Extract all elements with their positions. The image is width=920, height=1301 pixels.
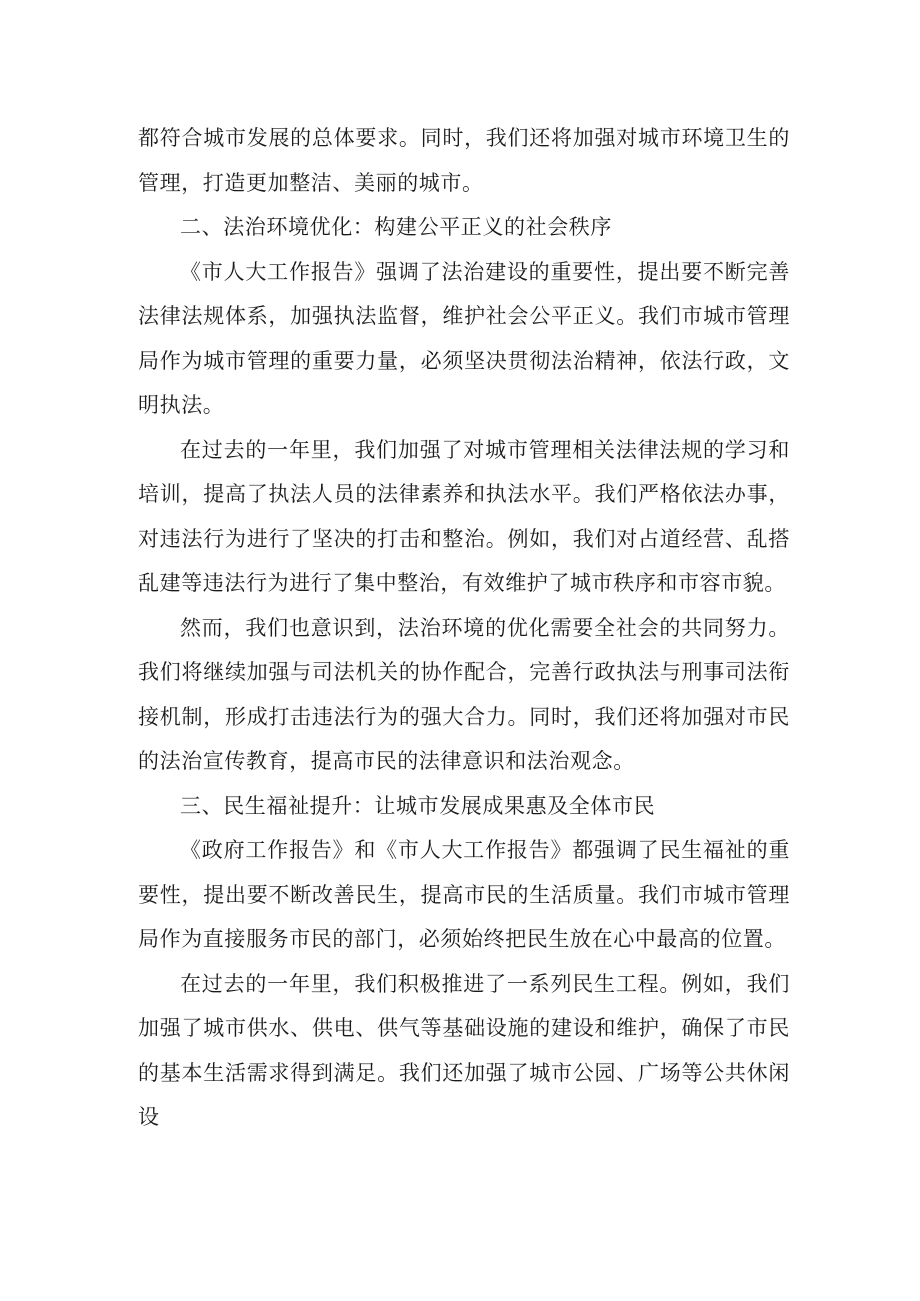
section-heading-livelihood: 三、民生福祉提升：让城市发展成果惠及全体市民	[180, 793, 656, 818]
paragraph: 在过去的一年里，我们积极推进了一系列民生工程。例如，我们加强了城市供水、供电、供气等基础设施的建设和维护，确保了市民的基本生活需求得到满足。我们还加强了城市公园、广场等公共休闲设	[138, 971, 790, 1129]
paragraph: 《政府工作报告》和《市人大工作报告》都强调了民生福祉的重要性，提出要不断改善民生，提高市民的生活质量。我们市城市管理局作为直接服务市民的部门，必须始终把民生放在心中最高的位置。	[138, 838, 790, 951]
paragraph: 在过去的一年里，我们加强了对城市管理相关法律法规的学习和培训，提高了执法人员的法律素养和执法水平。我们严格依法办事，对违法行为进行了坚决的打击和整治。例如，我们对占道经营、乱搭乱建等违法行为进行了集中整治，有效维护了城市秩序和市容市貌。	[138, 437, 790, 595]
paragraph-continuation: 都符合城市发展的总体要求。同时，我们还将加强对城市环境卫生的管理，打造更加整洁、美丽的城市。	[138, 126, 790, 195]
paragraph: 然而，我们也意识到，法治环境的优化需要全社会的共同努力。我们将继续加强与司法机关的协作配合，完善行政执法与刑事司法衔接机制，形成打击违法行为的强大合力。同时，我们还将加强对市民的法治宣传教育，提高市民的法律意识和法治观念。	[138, 615, 790, 773]
section-heading-rule-of-law: 二、法治环境优化：构建公平正义的社会秩序	[180, 215, 612, 239]
document-body	[138, 116, 790, 1140]
paragraph: 《市人大工作报告》强调了法治建设的重要性，提出要不断完善法律法规体系，加强执法监督，维护社会公平正义。我们市城市管理局作为城市管理的重要力量，必须坚决贯彻法治精神，依法行政，文明执法。	[138, 259, 790, 417]
